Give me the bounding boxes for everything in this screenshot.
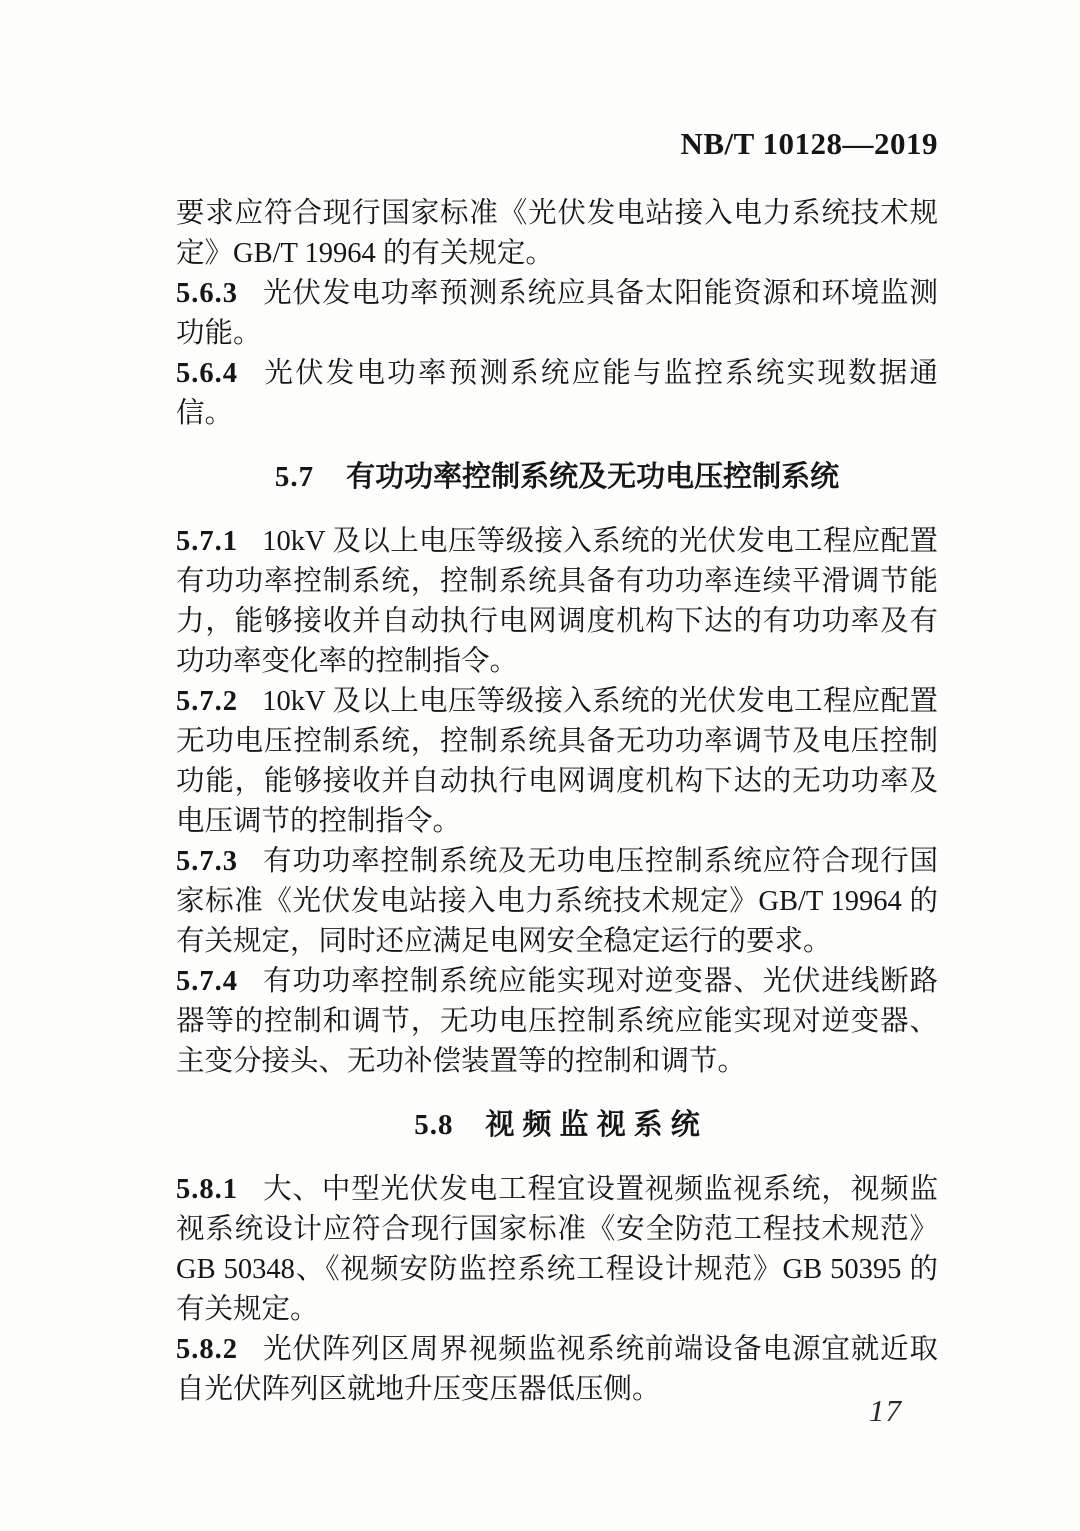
clause-text: 大、中型光伏发电工程宜设置视频监视系统，视频监视系统设计应符合现行国家标准《安全防范工程技术规范》GB 50348、《视频安防监控系统工程设计规范》GB 50395 的有关规定。 xyxy=(176,1174,938,1325)
section-number: 5.7 xyxy=(274,461,315,493)
clause-number: 5.6.3 xyxy=(176,278,238,309)
section-heading-5-7 xyxy=(176,457,938,497)
clause-number: 5.7.2 xyxy=(176,686,238,717)
clause-number: 5.7.1 xyxy=(176,526,238,557)
page-number: 17 xyxy=(869,1393,902,1428)
clause-5-8-1 xyxy=(176,1170,938,1330)
clause-text: 光伏阵列区周界视频监视系统前端设备电源宜就近取自光伏阵列区就地升压变压器低压侧。 xyxy=(176,1334,938,1405)
clause-text: 光伏发电功率预测系统应能与监控系统实现数据通信。 xyxy=(176,358,938,429)
clause-number: 5.8.2 xyxy=(176,1334,238,1365)
section-title: 视 频 监 视 系 统 xyxy=(485,1109,700,1141)
clause-text: 10kV 及以上电压等级接入系统的光伏发电工程应配置有功功率控制系统，控制系统具备有功功率连续平滑调节能力，能够接收并自动执行电网调度机构下达的有功功率及有功功率变化率的控制指令。 xyxy=(176,526,938,677)
clause-text: 10kV 及以上电压等级接入系统的光伏发电工程应配置无功电压控制系统，控制系统具备无功功率调节及电压控制功能，能够接收并自动执行电网调度机构下达的无功功率及电压调节的控制指令。 xyxy=(176,686,938,837)
standard-code-header: NB/T 10128—2019 xyxy=(680,126,938,161)
clause-number: 5.7.4 xyxy=(176,966,238,997)
clause-text: 光伏发电功率预测系统应具备太阳能资源和环境监测功能。 xyxy=(176,278,938,349)
clause-5-7-2 xyxy=(176,682,938,842)
clause-text: 有功功率控制系统及无功电压控制系统应符合现行国家标准《光伏发电站接入电力系统技术规定》GB/T 19964 的有关规定，同时还应满足电网安全稳定运行的要求。 xyxy=(176,846,938,957)
section-heading-5-8 xyxy=(176,1105,938,1145)
clause-number: 5.6.4 xyxy=(176,358,238,389)
clause-text: 有功功率控制系统应能实现对逆变器、光伏进线断路器等的控制和调节，无功电压控制系统应能实现对逆变器、主变分接头、无功补偿装置等的控制和调节。 xyxy=(176,966,938,1077)
clause-5-6-3 xyxy=(176,274,938,354)
section-number: 5.8 xyxy=(414,1109,454,1141)
clause-5-7-4 xyxy=(176,962,938,1082)
clause-number: 5.7.3 xyxy=(176,846,238,877)
paragraph-text: 要求应符合现行国家标准《光伏发电站接入电力系统技术规定》GB/T 19964 的有关规定。 xyxy=(176,198,938,269)
clause-5-6-4 xyxy=(176,354,938,434)
clause-number: 5.8.1 xyxy=(176,1174,238,1205)
paragraph-continuation xyxy=(176,194,938,274)
clause-5-7-1 xyxy=(176,522,938,682)
section-title: 有功功率控制系统及无功电压控制系统 xyxy=(346,461,840,493)
clause-5-8-2 xyxy=(176,1330,938,1410)
clause-5-7-3 xyxy=(176,842,938,962)
